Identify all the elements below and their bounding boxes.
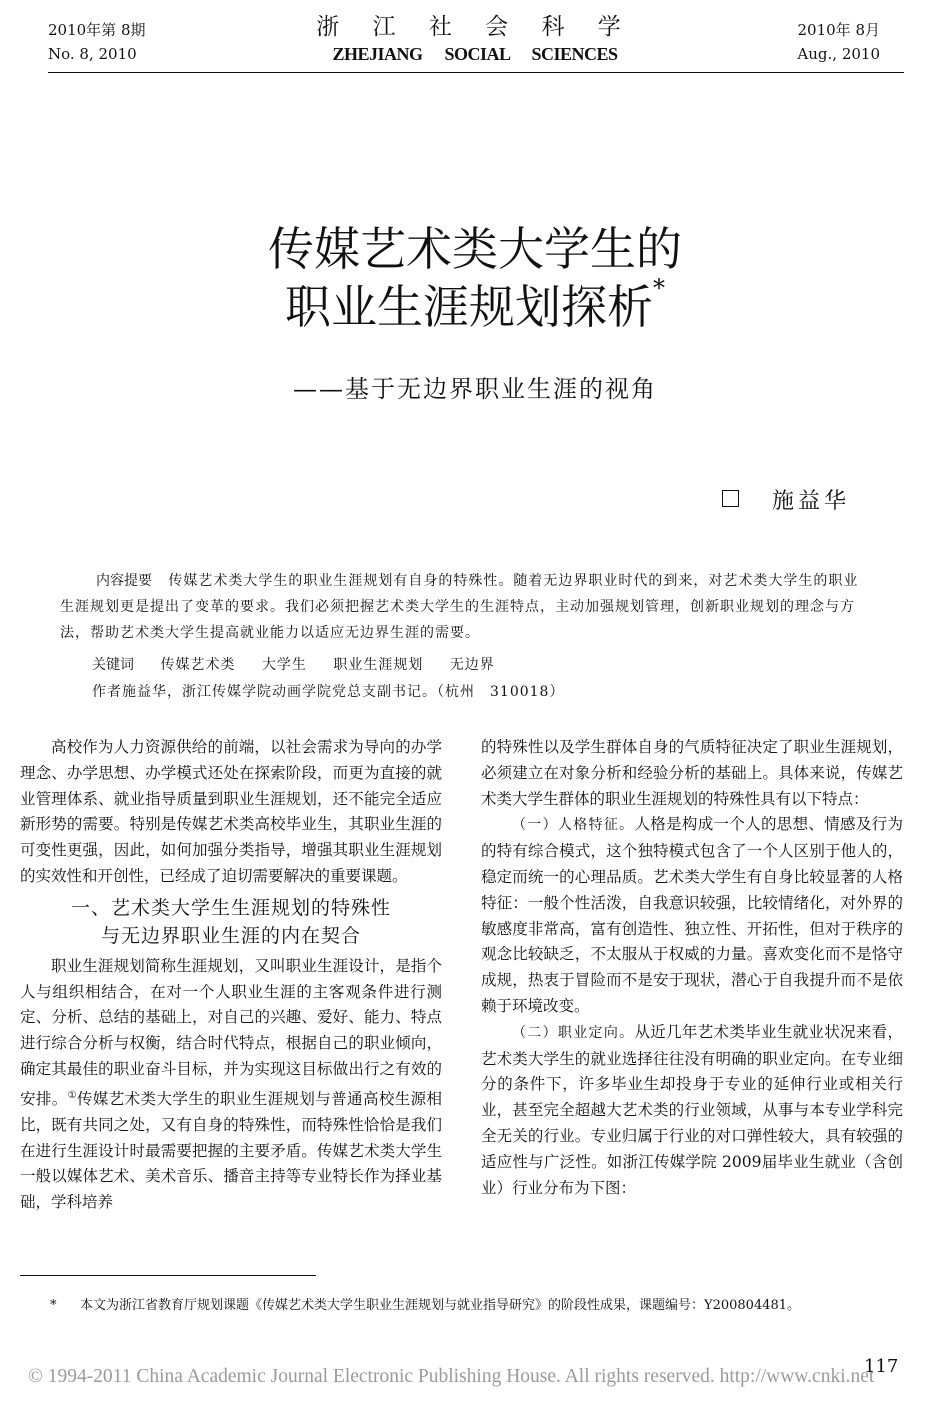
keyword: 大学生	[261, 657, 307, 673]
title-footnote-mark: *	[653, 274, 665, 302]
journal-title-cn: 浙 江 社 会 科 学	[316, 14, 634, 40]
footnote-reference[interactable]: ①	[67, 1089, 78, 1101]
paragraph: 的特殊性以及学生群体自身的气质特征决定了职业生涯规划，必须建立在对象分析和经验分析的基础上。具体来说，传媒艺术类大学生群体的职业生涯规划的特殊性具有以下特点：	[481, 738, 903, 808]
section-heading-line: 与无边界职业生涯的内在契合	[100, 924, 361, 947]
footnote-divider	[20, 1275, 316, 1276]
author-box-icon	[722, 490, 739, 507]
body-left-column	[20, 735, 442, 1216]
abstract-label: 内容提要	[96, 573, 152, 589]
abstract	[60, 568, 860, 646]
footnote-text: 本文为浙江省教育厅规划课题《传媒艺术类大学生职业生涯规划与就业指导研究》的阶段性成果，课题编号：Y200804481。	[80, 1298, 801, 1313]
footnote	[50, 1296, 910, 1316]
issue-cn: 2010年第 8期	[48, 21, 146, 39]
abstract-text: 传媒艺术类大学生的职业生涯规划有自身的特殊性。随着无边界职业时代的到来，对艺术类大学生的职业生涯规划更是提出了变革的要求。我们必须把握艺术类大学生的生涯特点，主动加强规划管理，创新职业规划的理念与方法，帮助艺术类大学生提高就业能力以适应无边界生涯的需要。	[60, 573, 859, 641]
article-title	[0, 220, 950, 336]
keyword: 无边界	[449, 657, 495, 673]
title-line-1: 传媒艺术类大学生的	[268, 222, 682, 276]
section-heading-line: 一、艺术类大学生生涯规划的特殊性	[70, 896, 391, 919]
paragraph	[481, 812, 903, 1019]
date-cn: 2010年 8月	[797, 21, 880, 39]
keywords	[92, 652, 495, 678]
keywords-label: 关键词	[92, 657, 134, 673]
header-divider	[48, 72, 904, 73]
page-number: 117	[864, 1356, 899, 1377]
keyword: 传媒艺术类	[160, 657, 236, 673]
section-heading-1	[20, 894, 442, 950]
subheading: （二）职业定向。	[512, 1024, 635, 1041]
article-subtitle: ——基于无边界职业生涯的视角	[293, 375, 657, 403]
date-en: Aug., 2010	[797, 45, 880, 63]
author-note: 作者施益华，浙江传媒学院动画学院党总支副书记。（杭州 310018）	[92, 684, 565, 700]
paragraph	[20, 954, 442, 1216]
keyword: 职业生涯规划	[333, 657, 424, 673]
title-line-2-text: 职业生涯规划探析	[285, 280, 653, 334]
paragraph	[481, 1020, 903, 1202]
title-line-2	[0, 274, 950, 336]
author-name: 施益华	[772, 489, 851, 514]
footnote-mark: *	[50, 1298, 57, 1313]
body-right-column	[481, 735, 903, 1201]
journal-title-en: ZHEJIANG SOCIAL SCIENCES	[332, 44, 618, 64]
paragraph-text: 职业生涯规划简称生涯规划，又叫职业生涯设计，是指个人与组织相结合，在对一个人职业生涯的主客观条件进行测定、分析、总结的基础上，对自己的兴趣、爱好、能力、特点进行综合分析与权衡，结合时代特点，根据自己的职业倾向，确定其最佳的职业奋斗目标，并为实现这目标做出行之有效的安排。	[20, 956, 442, 1108]
subheading: （一）人格特征。	[512, 817, 635, 834]
paragraph-text: 人格是构成一个人的思想、情感及行为的特有综合模式，这个独特模式包含了一个人区别于他人的，稳定而统一的心理品质。艺术类大学生有自身比较显著的人格特征：一般个性活泼，自我意识较强，比较情绪化，对外界的敏感度非常高，富有创造性、独立性、开拓性，但对于秩序的观念比较缺乏，不太服从于权威的力量。喜欢变化而不是恪守成规，热衷于冒险而不是安于现状，潜心于自我提升而不是依赖于环境改变。	[481, 815, 903, 1015]
paragraph-text: 传媒艺术类大学生的职业生涯规划与普通高校生源相比，既有共同之处，又有自身的特殊性，而特殊性恰恰是我们在进行生涯设计时最需要把握的主要矛盾。传媒艺术类大学生一般以媒体艺术、美术音乐、播音主持等专业特长作为择业基础，学科培养	[20, 1089, 442, 1212]
issue-date	[797, 18, 880, 66]
paragraph-text: 从近几年艺术类毕业生就业状况来看，艺术类大学生的就业选择往往没有明确的职业定向。在专业细分的条件下，许多毕业生却投身于专业的延伸行业或相关行业，甚至完全超越大艺术类的行业领域，从事与本专业学科完全无关的行业。专业归属于行业的对口弹性较大，具有较强的适应性与广泛性。如浙江传媒学院 2009届毕业生就业（含创业）行业分布为下图：	[481, 1022, 903, 1197]
paragraph: 高校作为人力资源供给的前端，以社会需求为导向的办学理念、办学思想、办学模式还处在探索阶段，而更为直接的就业管理体系、就业指导质量到职业生涯规划，还不能完全适应新形势的需要。特别是传媒艺术类高校毕业生，其职业生涯的可变性更强，因此，如何加强分类指导，增强其职业生涯规划的实效性和开创性，已经成了迫切需要解决的重要课题。	[20, 738, 442, 885]
copyright-watermark: © 1994-2011 China Academic Journal Electronic Publishing House. All rights reserved. http://www.cnki.net	[28, 1366, 875, 1387]
issue-en: No. 8, 2010	[48, 45, 137, 63]
